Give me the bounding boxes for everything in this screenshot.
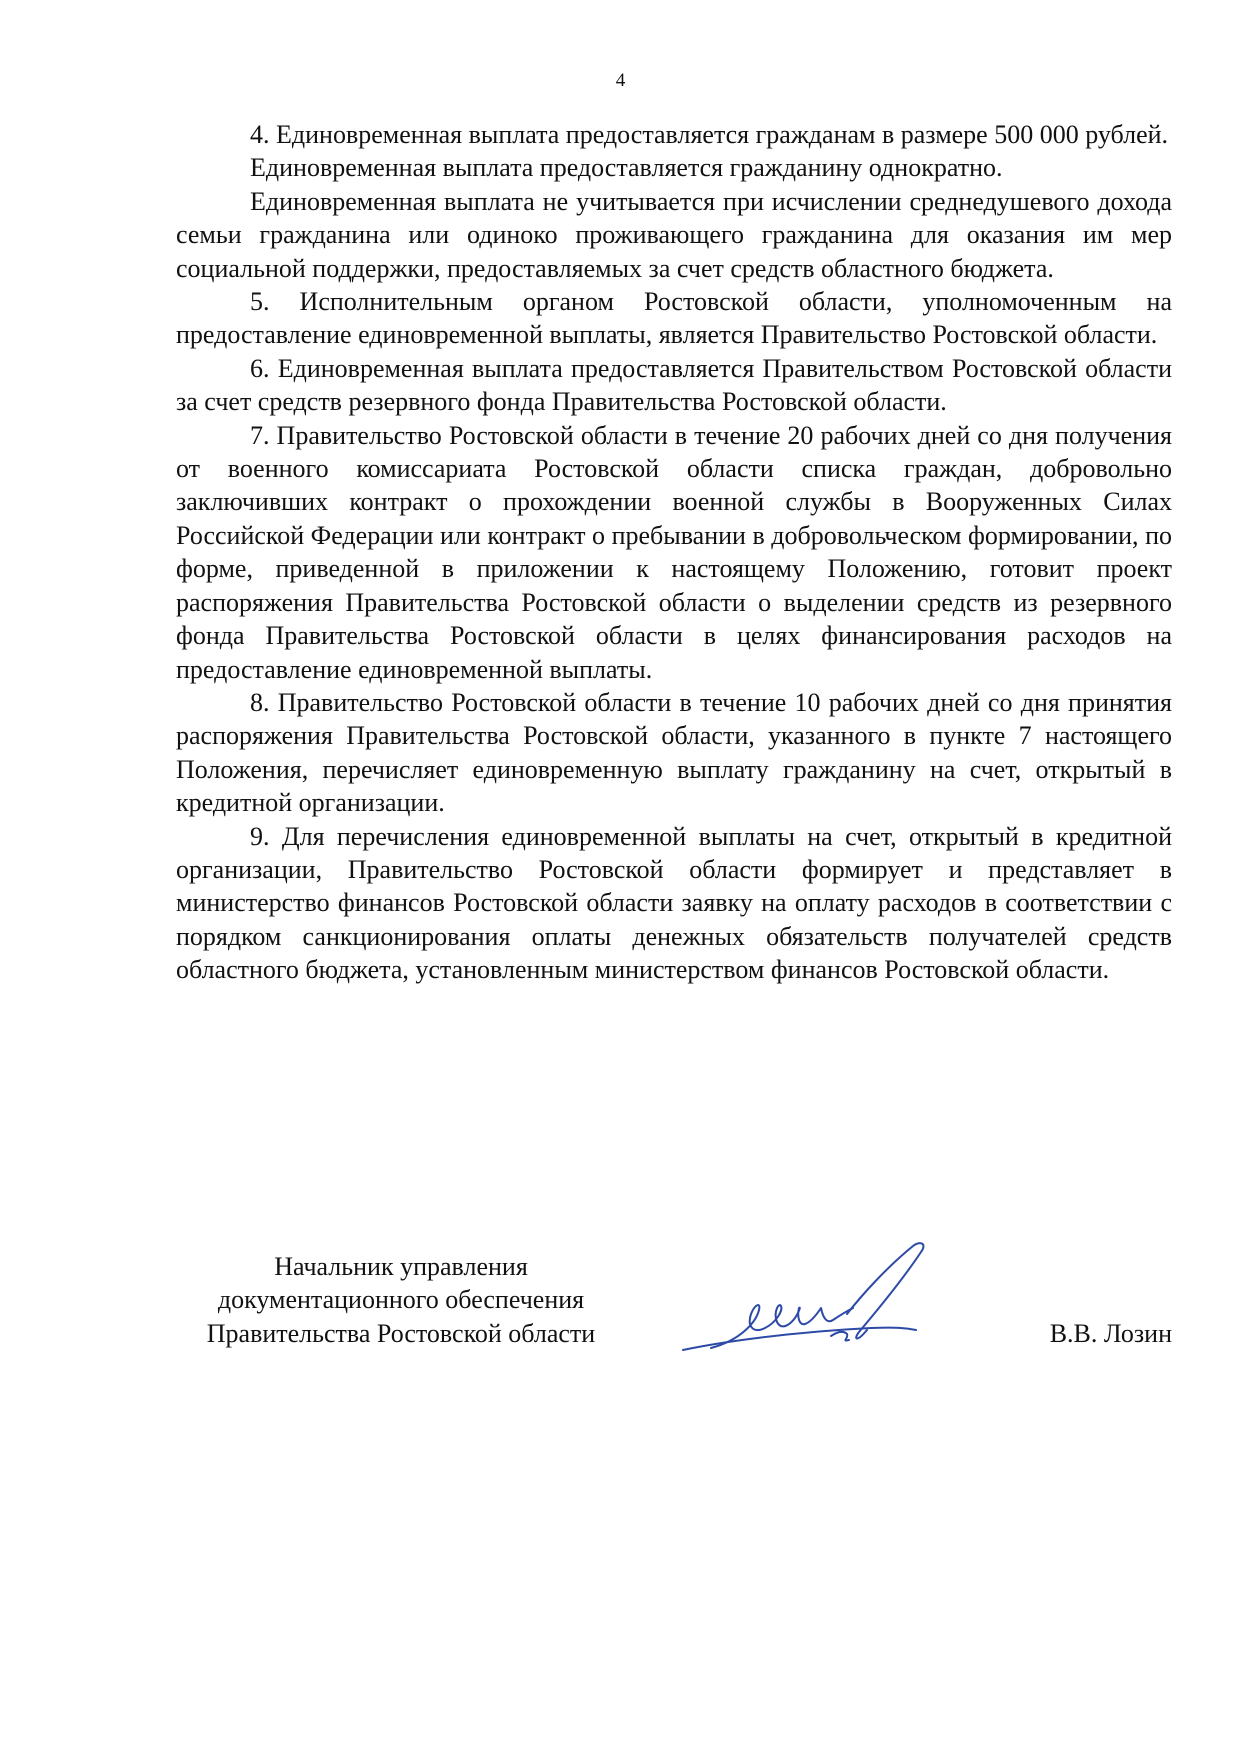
signatory-title-line: документационного обеспечения [217,1285,585,1315]
paragraph-item-4: 4. Единовременная выплата предоставляется гражданам в размере 500 000 рублей. [250,120,1169,149]
document-body [176,118,1172,987]
page-number: 4 [615,70,626,91]
paragraph-item-9: 9. Для перечисления единовременной выплаты на счет, открытый в кредитной организации, Правительство Ростовской области формирует и представляет в министерство финансов Ростовской области заявку на оплату расходов в соответствии с порядком санкционирования оплаты денежных обязательств получателей средств областного бюджета, установленным министерством финансов Ростовской области. [176,821,1172,985]
handwritten-signature [681,1232,961,1362]
signatory-title [176,1250,626,1350]
paragraph-income-exclusion: Единовременная выплата не учитывается при исчислении среднедушевого дохода семьи гражданина или одиноко проживающего гражданина для оказания им мер социальной поддержки, предоставляемых за счет средств областного бюджета. [176,186,1172,283]
signatory-title-line: Правительства Ростовской области [206,1318,596,1348]
paragraph-item-7: 7. Правительство Ростовской области в течение 20 рабочих дней со дня получения от военного комиссариата Ростовской области списка граждан, добровольно заключивших контракт о прохождении военной службы в Вооруженных Силах Российской Федерации или контракт о пребывании в добровольческом формировании, по форме, приведенной в приложении к настоящему Положению, готовит проект распоряжения Правительства Ростовской области о выделении средств из резервного фонда Правительства Ростовской области в целях финансирования расходов на предоставление единовременной выплаты. [176,420,1172,684]
paragraph-item-5: 5. Исполнительным органом Ростовской области, уполномоченным на предоставление единовременной выплаты, является Правительство Ростовской области. [176,287,1172,350]
paragraph-item-8: 8. Правительство Ростовской области в течение 10 рабочих дней со дня принятия распоряжения Правительства Ростовской области, указанного в пункте 7 настоящего Положения, перечисляет единовременную выплату гражданину на счет, открытый в кредитной организации. [176,687,1172,818]
signatory-title-line: Начальник управления [274,1252,528,1281]
paragraph-one-time: Единовременная выплата предоставляется гражданину однократно. [250,153,1003,183]
signatory-name: В.В. Лозин [1049,1319,1172,1348]
signature-strokes [683,1243,923,1350]
paragraph-item-6: 6. Единовременная выплата предоставляется Правительством Ростовской области за счет средств резервного фонда Правительства Ростовской области. [176,353,1172,417]
signature-block [176,1250,1172,1360]
